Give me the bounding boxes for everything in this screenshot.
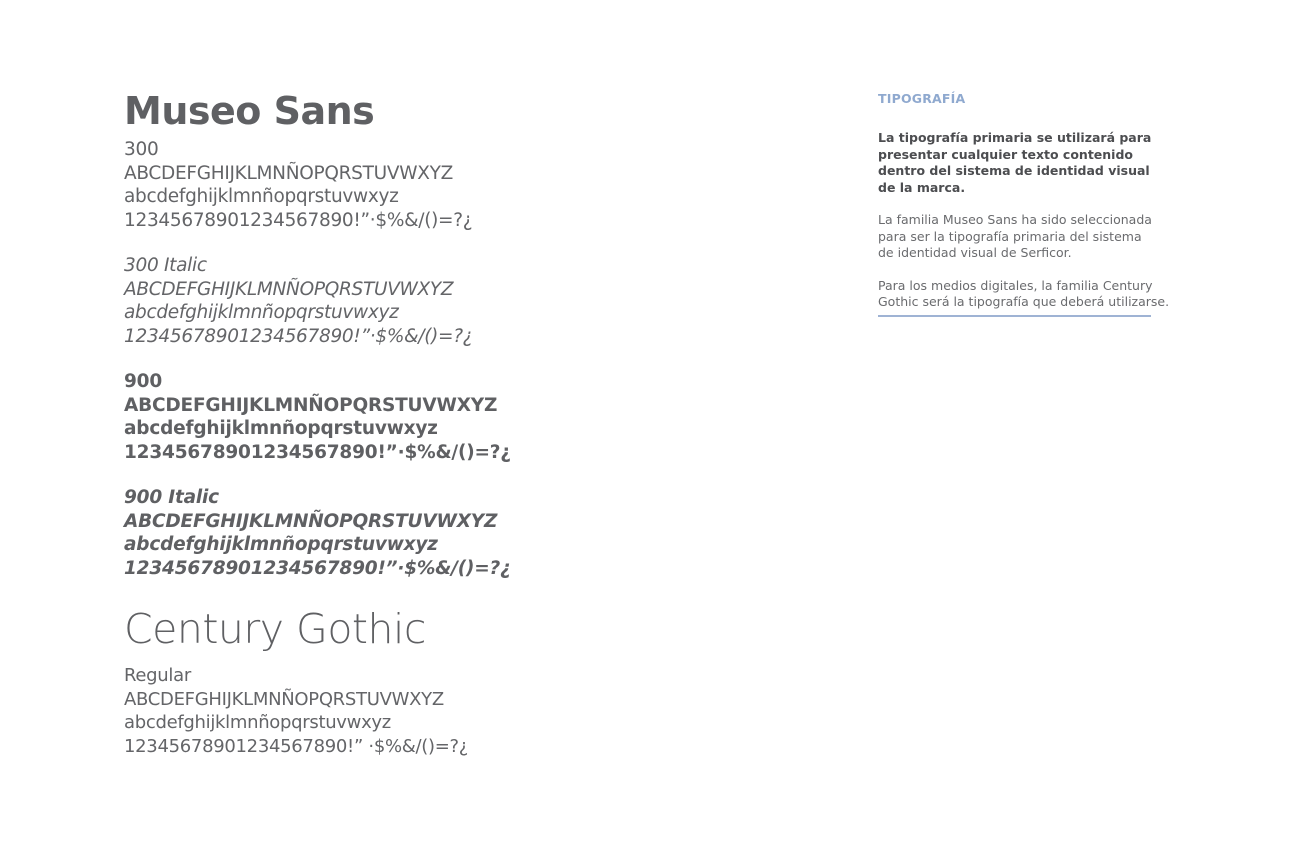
- typeface-specimens: [124, 88, 744, 758]
- museo-300-italic-specimen: [124, 254, 744, 348]
- lowercase-sample: abcdefghijklmnñopqrstuvwxyz: [124, 302, 399, 323]
- section-heading: TIPOGRAFÍA: [878, 91, 966, 106]
- digits-sample: 12345678901234567890!”·$%&/()=?¿: [124, 557, 511, 579]
- century-gothic-title: Century Gothic: [124, 605, 426, 653]
- weight-label: 300 Italic: [124, 255, 207, 276]
- uppercase-sample: ABCDEFGHIJKLMNÑOPQRSTUVWXYZ: [124, 510, 498, 532]
- text-line: de identidad visual de Serficor.: [878, 245, 1072, 260]
- text-line: La familia Museo Sans ha sido seleccionada: [878, 212, 1152, 227]
- uppercase-sample: ABCDEFGHIJKLMNÑOPQRSTUVWXYZ: [124, 688, 444, 710]
- weight-label: 900: [124, 371, 163, 392]
- weight-label: Regular: [124, 665, 191, 686]
- museo-description-paragraph: [878, 212, 1178, 262]
- digits-sample: 12345678901234567890!” ·$%&/()=?¿: [124, 735, 469, 757]
- text-line: de la marca.: [878, 179, 966, 195]
- weight-label: 300: [124, 139, 159, 160]
- lowercase-sample: abcdefghijklmnñopqrstuvwxyz: [124, 712, 391, 733]
- text-line: La tipografía primaria se utilizará para: [878, 130, 1152, 145]
- uppercase-sample: ABCDEFGHIJKLMNÑOPQRSTUVWXYZ: [124, 278, 454, 300]
- museo-900-italic-specimen: [124, 486, 744, 580]
- uppercase-sample: ABCDEFGHIJKLMNÑOPQRSTUVWXYZ: [124, 394, 498, 416]
- digits-sample: 12345678901234567890!”·$%&/()=?¿: [124, 325, 473, 347]
- typography-description: [878, 91, 1178, 317]
- century-gothic-regular-specimen: [124, 664, 744, 758]
- lowercase-sample: abcdefghijklmnñopqrstuvwxyz: [124, 418, 438, 439]
- lowercase-sample: abcdefghijklmnñopqrstuvwxyz: [124, 534, 438, 555]
- intro-paragraph: [878, 130, 1178, 196]
- museo-900-specimen: [124, 370, 744, 464]
- text-line: Gothic será la tipografía que deberá utilizarse.: [878, 294, 1170, 309]
- text-line: presentar cualquier texto contenido: [878, 146, 1133, 162]
- uppercase-sample: ABCDEFGHIJKLMNÑOPQRSTUVWXYZ: [124, 162, 453, 184]
- text-line: para ser la tipografía primaria del sistema: [878, 228, 1142, 244]
- digits-sample: 12345678901234567890!”·$%&/()=?¿: [124, 209, 473, 231]
- digital-media-paragraph: [878, 278, 1178, 311]
- text-line: dentro del sistema de identidad visual: [878, 163, 1150, 178]
- text-line: Para los medios digitales, la familia Century: [878, 277, 1153, 293]
- divider-rule: [878, 315, 1151, 317]
- museo-300-specimen: [124, 138, 744, 232]
- weight-label: 900 Italic: [124, 487, 219, 508]
- digits-sample: 12345678901234567890!”·$%&/()=?¿: [124, 441, 511, 463]
- museo-sans-title: Museo Sans: [124, 89, 375, 133]
- lowercase-sample: abcdefghijklmnñopqrstuvwxyz: [124, 186, 399, 207]
